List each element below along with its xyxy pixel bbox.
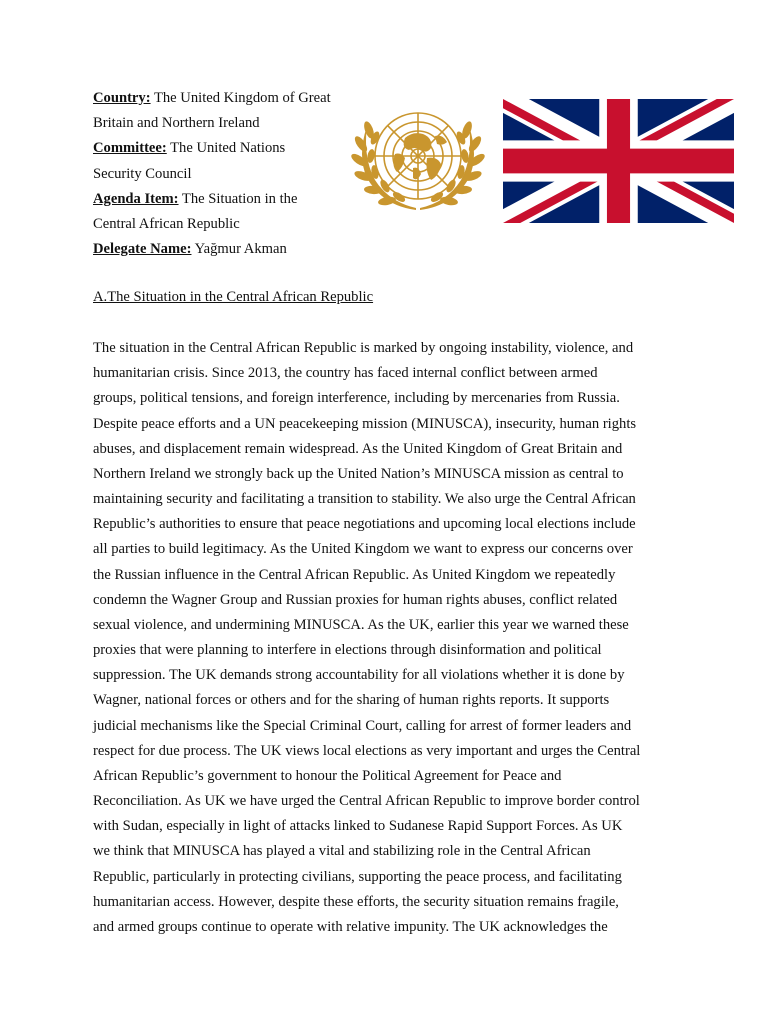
body-line: abuses, and displacement remain widespread. As the United Kingdom of Great Britain and: [93, 440, 623, 457]
agenda-line: [93, 187, 353, 212]
body-line: Northern Ireland we strongly back up the United Nation’s MINUSCA mission as central to: [93, 465, 624, 482]
body-line: humanitarian crisis. Since 2013, the country has faced internal conflict between armed: [93, 365, 598, 382]
section-heading: A.The Situation in the Central African Republic: [93, 289, 374, 305]
body-line: Reconciliation. As UK we have urged the Central African Republic to improve border control: [93, 793, 640, 810]
delegate-value: Yağmur Akman: [191, 241, 287, 258]
un-emblem-icon: [343, 98, 493, 228]
delegate-line: [93, 237, 353, 262]
body-line: judicial mechanisms like the Special Criminal Court, calling for arrest of former leaders and: [93, 717, 632, 734]
body-line: The situation in the Central African Republic is marked by ongoing instability, violence, and: [93, 340, 634, 356]
body-line: proxies that were planning to interfere in elections through disinformation and political: [93, 642, 602, 659]
delegate-info-block: [93, 86, 353, 262]
body-paragraph: [93, 336, 693, 940]
committee-value-continued: Security Council: [93, 165, 192, 182]
body-line: Republic, particularly in protecting civilians, supporting the peace process, and facilitating: [93, 868, 622, 885]
agenda-value: The Situation in the: [178, 190, 298, 207]
body-line: and armed groups continue to operate with relative impunity. The UK acknowledges the: [93, 918, 608, 935]
body-line: the Russian influence in the Central African Republic. As United Kingdom we repeatedly: [93, 566, 616, 583]
committee-line: [93, 136, 353, 161]
country-value: The United Kingdom of Great: [150, 90, 331, 106]
body-line: condemn the Wagner Group and Russian proxies for human rights abuses, conflict related: [93, 591, 618, 608]
body-line: sexual violence, and undermining MINUSCA. As the UK, earlier this year we warned these: [93, 616, 629, 633]
body-line: Republic’s authorities to ensure that peace negotiations and upcoming local elections include: [93, 516, 636, 533]
union-jack-flag-icon: [503, 99, 734, 223]
country-value-continued: Britain and Northern Ireland: [93, 115, 260, 132]
body-line: we think that MINUSCA has played a vital and stabilizing role in the Central African: [93, 843, 591, 860]
body-line: Wagner, national forces or others and for the sharing of human rights reports. It supports: [93, 692, 610, 709]
body-line: African Republic’s government to honour the Political Agreement for Peace and: [93, 767, 562, 784]
body-line: groups, political tensions, and foreign interference, including by mercenaries from Russia.: [93, 390, 620, 407]
body-line: maintaining security and facilitating a transition to stability. We also urge the Central African: [93, 491, 636, 508]
committee-value: The United Nations: [166, 140, 286, 157]
body-line: Despite peace efforts and a UN peacekeeping mission (MINUSCA), insecurity, human rights: [93, 415, 637, 432]
delegate-label: Delegate Name:: [93, 241, 192, 258]
body-line: humanitarian access. However, despite these efforts, the security situation remains fragile,: [93, 893, 619, 910]
committee-label: Committee:: [93, 140, 167, 157]
body-line: with Sudan, especially in light of attacks linked to Sudanese Rapid Support Forces. As UK: [93, 818, 623, 835]
country-label: Country:: [93, 90, 151, 106]
body-line: respect for due process. The UK views local elections as very important and urges the Central: [93, 742, 641, 759]
agenda-label: Agenda Item:: [93, 190, 179, 207]
body-line: suppression. The UK demands strong accountability for all violations whether it is done by: [93, 667, 625, 684]
body-line: all parties to build legitimacy. As the United Kingdom we want to express our concerns over: [93, 541, 633, 558]
agenda-value-continued: Central African Republic: [93, 216, 240, 233]
country-line: [93, 86, 353, 111]
